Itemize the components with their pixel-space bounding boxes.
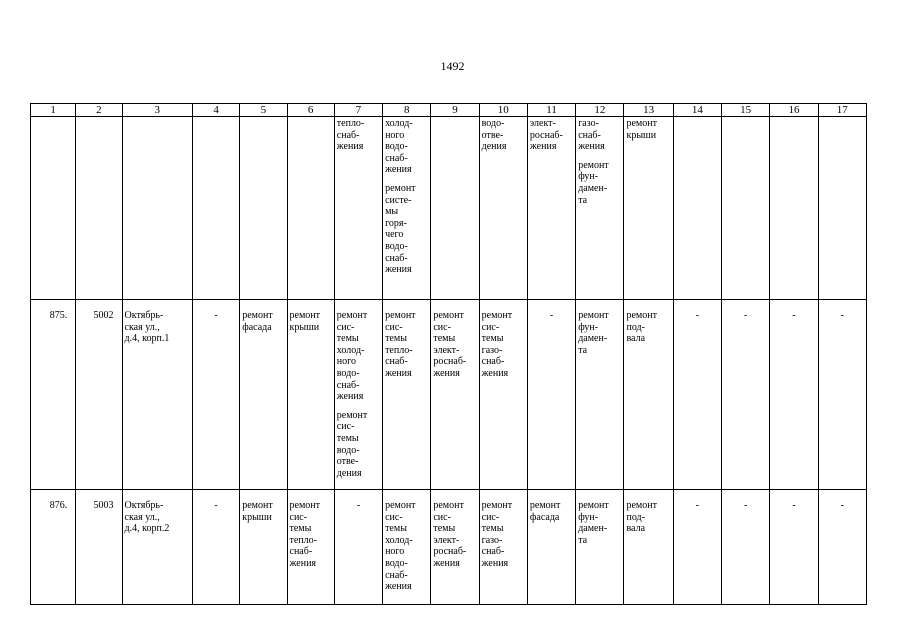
cell-text: ремонт крыши: [242, 500, 273, 523]
table-cell: [576, 117, 624, 300]
table-row: [31, 117, 867, 300]
table-cell: [31, 490, 76, 605]
cell-text: -: [744, 500, 748, 511]
table-cell: [624, 300, 673, 490]
table-cell: [527, 300, 575, 490]
cell-text: ремонт сис- темы элект- роснаб- жения: [433, 500, 467, 569]
cell-text: -: [549, 310, 554, 321]
cell-text: Октябрь- ская ул., д.4, корп.1: [124, 310, 170, 345]
repair-schedule-table: [30, 103, 867, 605]
table-cell: [527, 490, 575, 605]
table-cell: [673, 300, 721, 490]
table-cell: [818, 300, 866, 490]
table-cell: [76, 300, 122, 490]
cell-text: водо- отве- дения: [481, 118, 507, 153]
column-number-header: 13: [624, 104, 673, 117]
cell-text: -: [214, 310, 218, 321]
table-row: [31, 490, 867, 605]
cell-text: ремонт под- вала: [626, 500, 657, 535]
cell-text: ремонт сис- темы элект- роснаб- жения: [433, 310, 467, 379]
cell-text: холод- ного водо- снаб- жения: [385, 118, 413, 176]
cell-text: 5002: [93, 310, 114, 321]
table-row: [31, 300, 867, 490]
column-number-header: 15: [722, 104, 770, 117]
column-number-header: 6: [287, 104, 334, 117]
cell-text: ремонт фун- дамен- та: [578, 159, 609, 206]
cell-text: ремонт сис- темы газо- снаб- жения: [481, 310, 513, 379]
column-number-header: 3: [122, 104, 192, 117]
table-cell: [673, 117, 721, 300]
cell-text: ремонт сис- темы холод- ного водо- снаб- жения: [336, 310, 368, 403]
cell-text: ремонт фасада: [529, 500, 561, 523]
table-header-row: [31, 104, 867, 117]
table-cell: [722, 300, 770, 490]
table-cell: [673, 490, 721, 605]
cell-text: ремонт систе- мы горя- чего водо- снаб- жения: [385, 182, 416, 276]
table-cell: [31, 300, 76, 490]
table-cell: [576, 300, 624, 490]
page-number: 1492: [440, 59, 465, 73]
table-cell: [383, 300, 431, 490]
cell-text: -: [214, 500, 218, 511]
cell-text: -: [695, 310, 700, 321]
cell-text: -: [840, 310, 844, 321]
table-cell: [76, 490, 122, 605]
column-number-header: 1: [31, 104, 76, 117]
cell-text: элект- роснаб- жения: [529, 118, 563, 153]
table-cell: [431, 490, 479, 605]
cell-text: Октябрь- ская ул., д.4, корп.2: [124, 500, 170, 535]
cell-text: ремонт сис- темы холод- ного водо- снаб- жения: [385, 500, 416, 593]
column-number-header: 4: [192, 104, 239, 117]
table-cell: [240, 117, 287, 300]
table-cell: [818, 490, 866, 605]
cell-text: ремонт сис- темы водо- отве- дения: [336, 409, 368, 479]
table-cell: [334, 300, 382, 490]
table-cell: [287, 117, 334, 300]
table-cell: [240, 490, 287, 605]
column-number-header: 17: [818, 104, 866, 117]
cell-text: 5003: [93, 500, 114, 511]
table-cell: [431, 300, 479, 490]
cell-text: -: [695, 500, 700, 511]
cell-text: ремонт фасада: [242, 310, 273, 333]
column-number-header: 10: [479, 104, 527, 117]
cell-text: ремонт крыши: [626, 118, 657, 141]
table-cell: [479, 117, 527, 300]
table-cell: [383, 117, 431, 300]
cell-text: ремонт крыши: [289, 310, 320, 333]
table-cell: [722, 490, 770, 605]
cell-text: ремонт под- вала: [626, 310, 657, 345]
table-cell: [122, 117, 192, 300]
cell-text: ремонт сис- темы тепло- снаб- жения: [289, 500, 320, 569]
cell-text: -: [840, 500, 844, 511]
column-number-header: 14: [673, 104, 721, 117]
table-cell: [479, 490, 527, 605]
table-cell: [334, 490, 382, 605]
table-cell: [770, 490, 818, 605]
table-cell: [192, 490, 239, 605]
table-cell: [818, 117, 866, 300]
table-cell: [722, 117, 770, 300]
table-cell: [240, 300, 287, 490]
column-number-header: 8: [383, 104, 431, 117]
table-cell: [527, 117, 575, 300]
cell-text: ремонт сис- темы тепло- снаб- жения: [385, 310, 416, 379]
cell-text: -: [744, 310, 748, 321]
column-number-header: 2: [76, 104, 122, 117]
table-cell: [287, 300, 334, 490]
table-cell: [122, 490, 192, 605]
cell-text: -: [356, 500, 361, 511]
cell-text: ремонт фун- дамен- та: [578, 310, 609, 356]
column-number-header: 9: [431, 104, 479, 117]
table-cell: [624, 117, 673, 300]
cell-text: 876.: [49, 500, 68, 511]
cell-text: 875.: [49, 310, 68, 321]
cell-text: ремонт сис- темы газо- снаб- жения: [481, 500, 513, 569]
table-cell: [576, 490, 624, 605]
column-number-header: 5: [240, 104, 287, 117]
table-cell: [192, 117, 239, 300]
table-cell: [76, 117, 122, 300]
table-cell: [431, 117, 479, 300]
table-cell: [479, 300, 527, 490]
cell-text: ремонт фун- дамен- та: [578, 500, 609, 546]
cell-text: -: [792, 310, 796, 321]
table-cell: [383, 490, 431, 605]
column-number-header: 12: [576, 104, 624, 117]
cell-text: тепло- снаб- жения: [336, 118, 365, 153]
table-cell: [770, 300, 818, 490]
table-cell: [122, 300, 192, 490]
table-cell: [31, 117, 76, 300]
table-cell: [287, 490, 334, 605]
cell-text: -: [792, 500, 796, 511]
column-number-header: 7: [334, 104, 382, 117]
table-cell: [624, 490, 673, 605]
cell-text: газо- снаб- жения: [578, 118, 605, 153]
table-cell: [334, 117, 382, 300]
table-cell: [192, 300, 239, 490]
table-cell: [770, 117, 818, 300]
column-number-header: 16: [770, 104, 818, 117]
column-number-header: 11: [527, 104, 575, 117]
